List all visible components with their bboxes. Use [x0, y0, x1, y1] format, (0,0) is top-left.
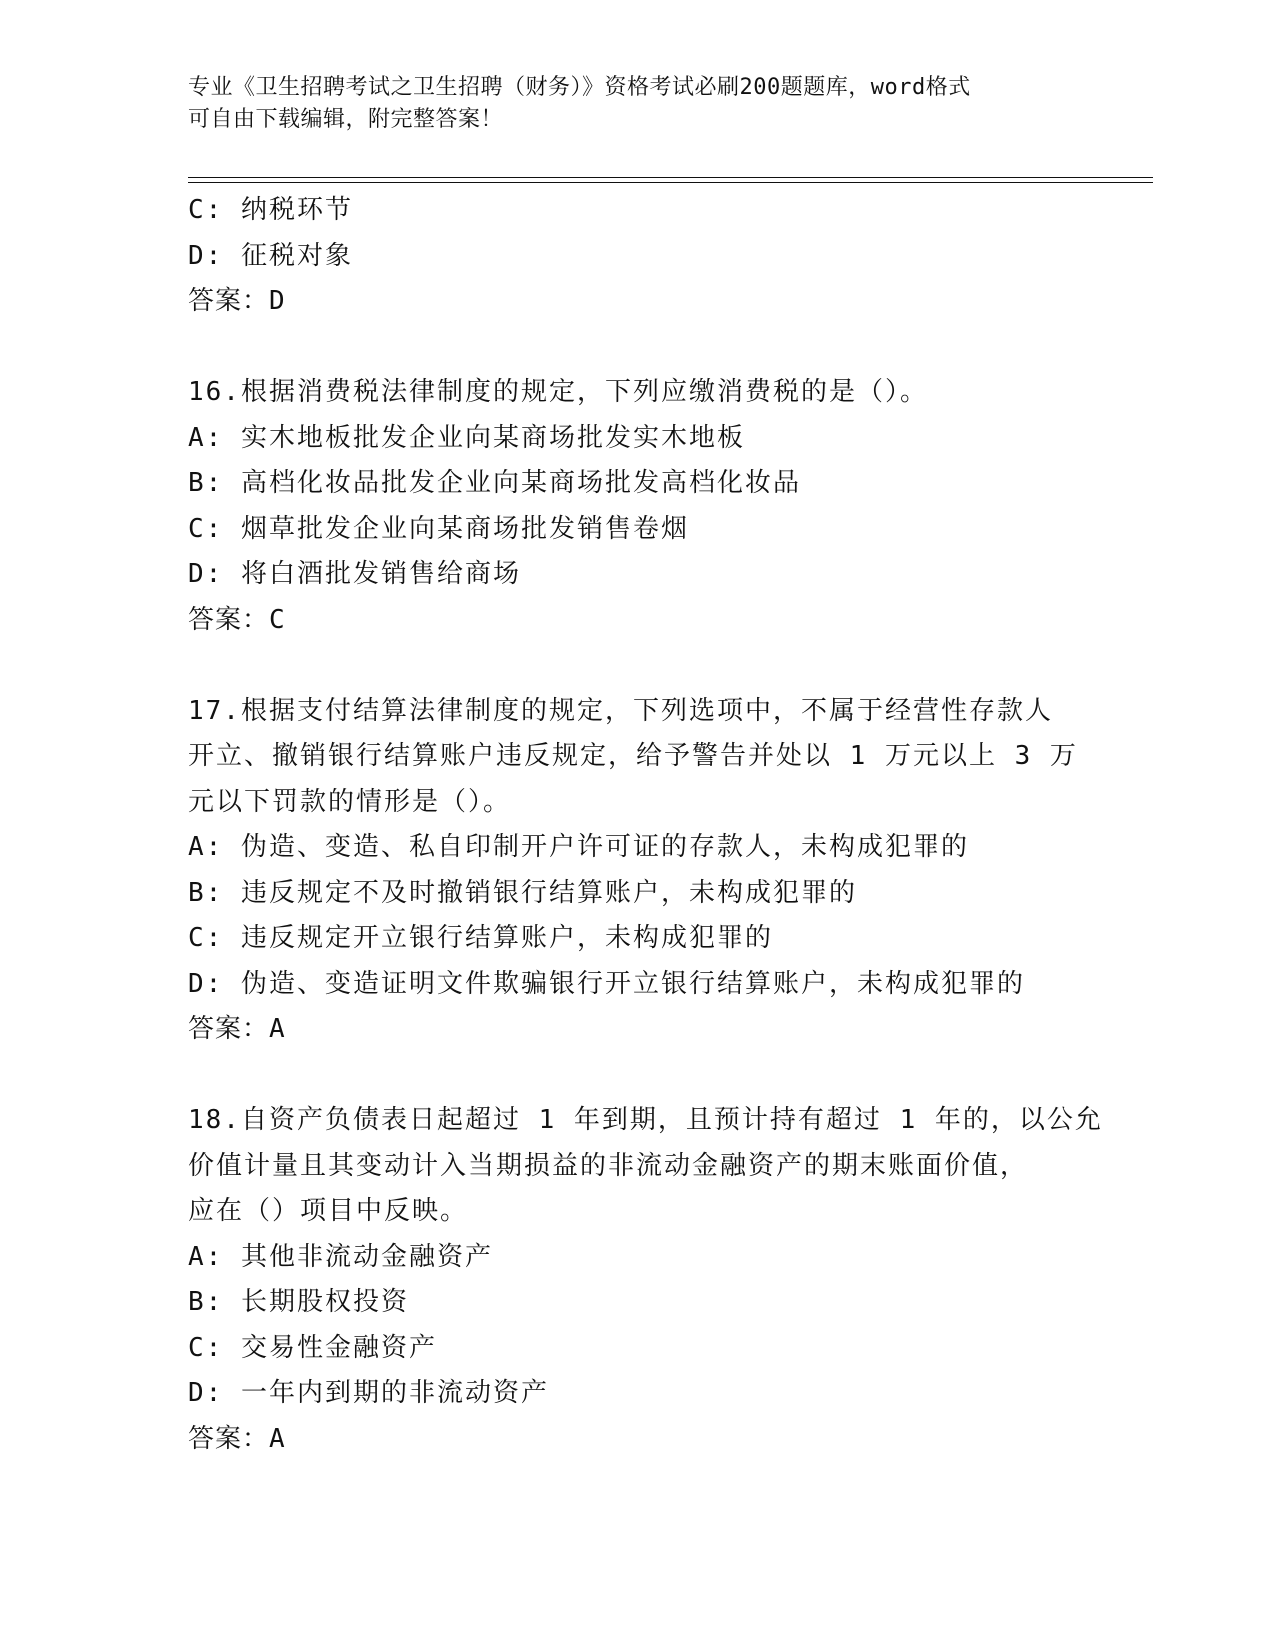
option-b: B: 违反规定不及时撤销银行结算账户，未构成犯罪的 [188, 877, 857, 908]
header-line-1: 专业《卫生招聘考试之卫生招聘（财务）》资格考试必刷200题题库，word格式 [188, 75, 971, 100]
stem-line: 17.根据支付结算法律制度的规定，下列选项中，不属于经营性存款人 [188, 695, 1053, 726]
answer-value: A [269, 1014, 286, 1044]
option-d: D: 一年内到期的非流动资产 [188, 1378, 549, 1408]
answer-value: A [269, 1423, 286, 1454]
option-c: C: 交易性金融资产 [188, 1332, 437, 1363]
question-continued [188, 188, 1088, 325]
answer-label: 答案： [188, 604, 270, 635]
stem-line: 开立、撤销银行结算账户违反规定，给予警告并处以 1 万元以上 3 万 [188, 741, 1078, 771]
question-18 [188, 1098, 1103, 1462]
option-a: A: 实木地板批发企业向某商场批发实木地板 [188, 422, 745, 453]
answer-label: 答案： [188, 1014, 270, 1044]
answer-line [188, 598, 1088, 644]
option-d: D: 征税对象 [188, 240, 353, 271]
option-d: D: 将白酒批发销售给商场 [188, 559, 521, 589]
stem-line: 应在（）项目中反映。 [188, 1196, 469, 1226]
stem-line: 18.自资产负债表日起超过 1 年到期，且预计持有超过 1 年的，以公允 [188, 1105, 1103, 1135]
option-d: D: 伪造、变造证明文件欺骗银行开立银行结算账户，未构成犯罪的 [188, 968, 1025, 999]
question-stem [188, 1098, 1103, 1235]
question-list [188, 188, 1103, 1462]
question-17 [188, 689, 1088, 1053]
option-c: C: 纳税环节 [188, 195, 353, 225]
header-double-rule [188, 177, 1153, 183]
answer-label: 答案： [188, 1423, 270, 1454]
option-b: B: 高档化妆品批发企业向某商场批发高档化妆品 [188, 468, 801, 498]
question-stem [188, 370, 1088, 416]
answer-line [188, 1007, 1088, 1053]
option-b: B: 长期股权投资 [188, 1287, 409, 1317]
answer-value: C [269, 604, 286, 635]
stem-line: 价值计量且其变动计入当期损益的非流动金融资产的期末账面价值， [188, 1150, 1029, 1181]
stem-line: 元以下罚款的情形是（）。 [188, 786, 512, 817]
option-a: A: 伪造、变造、私自印制开户许可证的存款人，未构成犯罪的 [188, 832, 969, 862]
answer-label: 答案： [188, 286, 270, 316]
document-header [188, 72, 1078, 136]
option-c: C: 烟草批发企业向某商场批发销售卷烟 [188, 513, 689, 544]
answer-line [188, 1417, 1088, 1463]
option-c: C: 违反规定开立银行结算账户，未构成犯罪的 [188, 923, 773, 953]
question-16 [188, 370, 1088, 643]
header-line-2: 可自由下载编辑，附完整答案！ [188, 107, 504, 132]
answer-value: D [269, 286, 286, 316]
question-stem [188, 689, 1088, 826]
stem-line: 16.根据消费税法律制度的规定，下列应缴消费税的是（）。 [188, 377, 928, 407]
option-a: A: 其他非流动金融资产 [188, 1241, 493, 1272]
answer-line [188, 279, 1088, 325]
